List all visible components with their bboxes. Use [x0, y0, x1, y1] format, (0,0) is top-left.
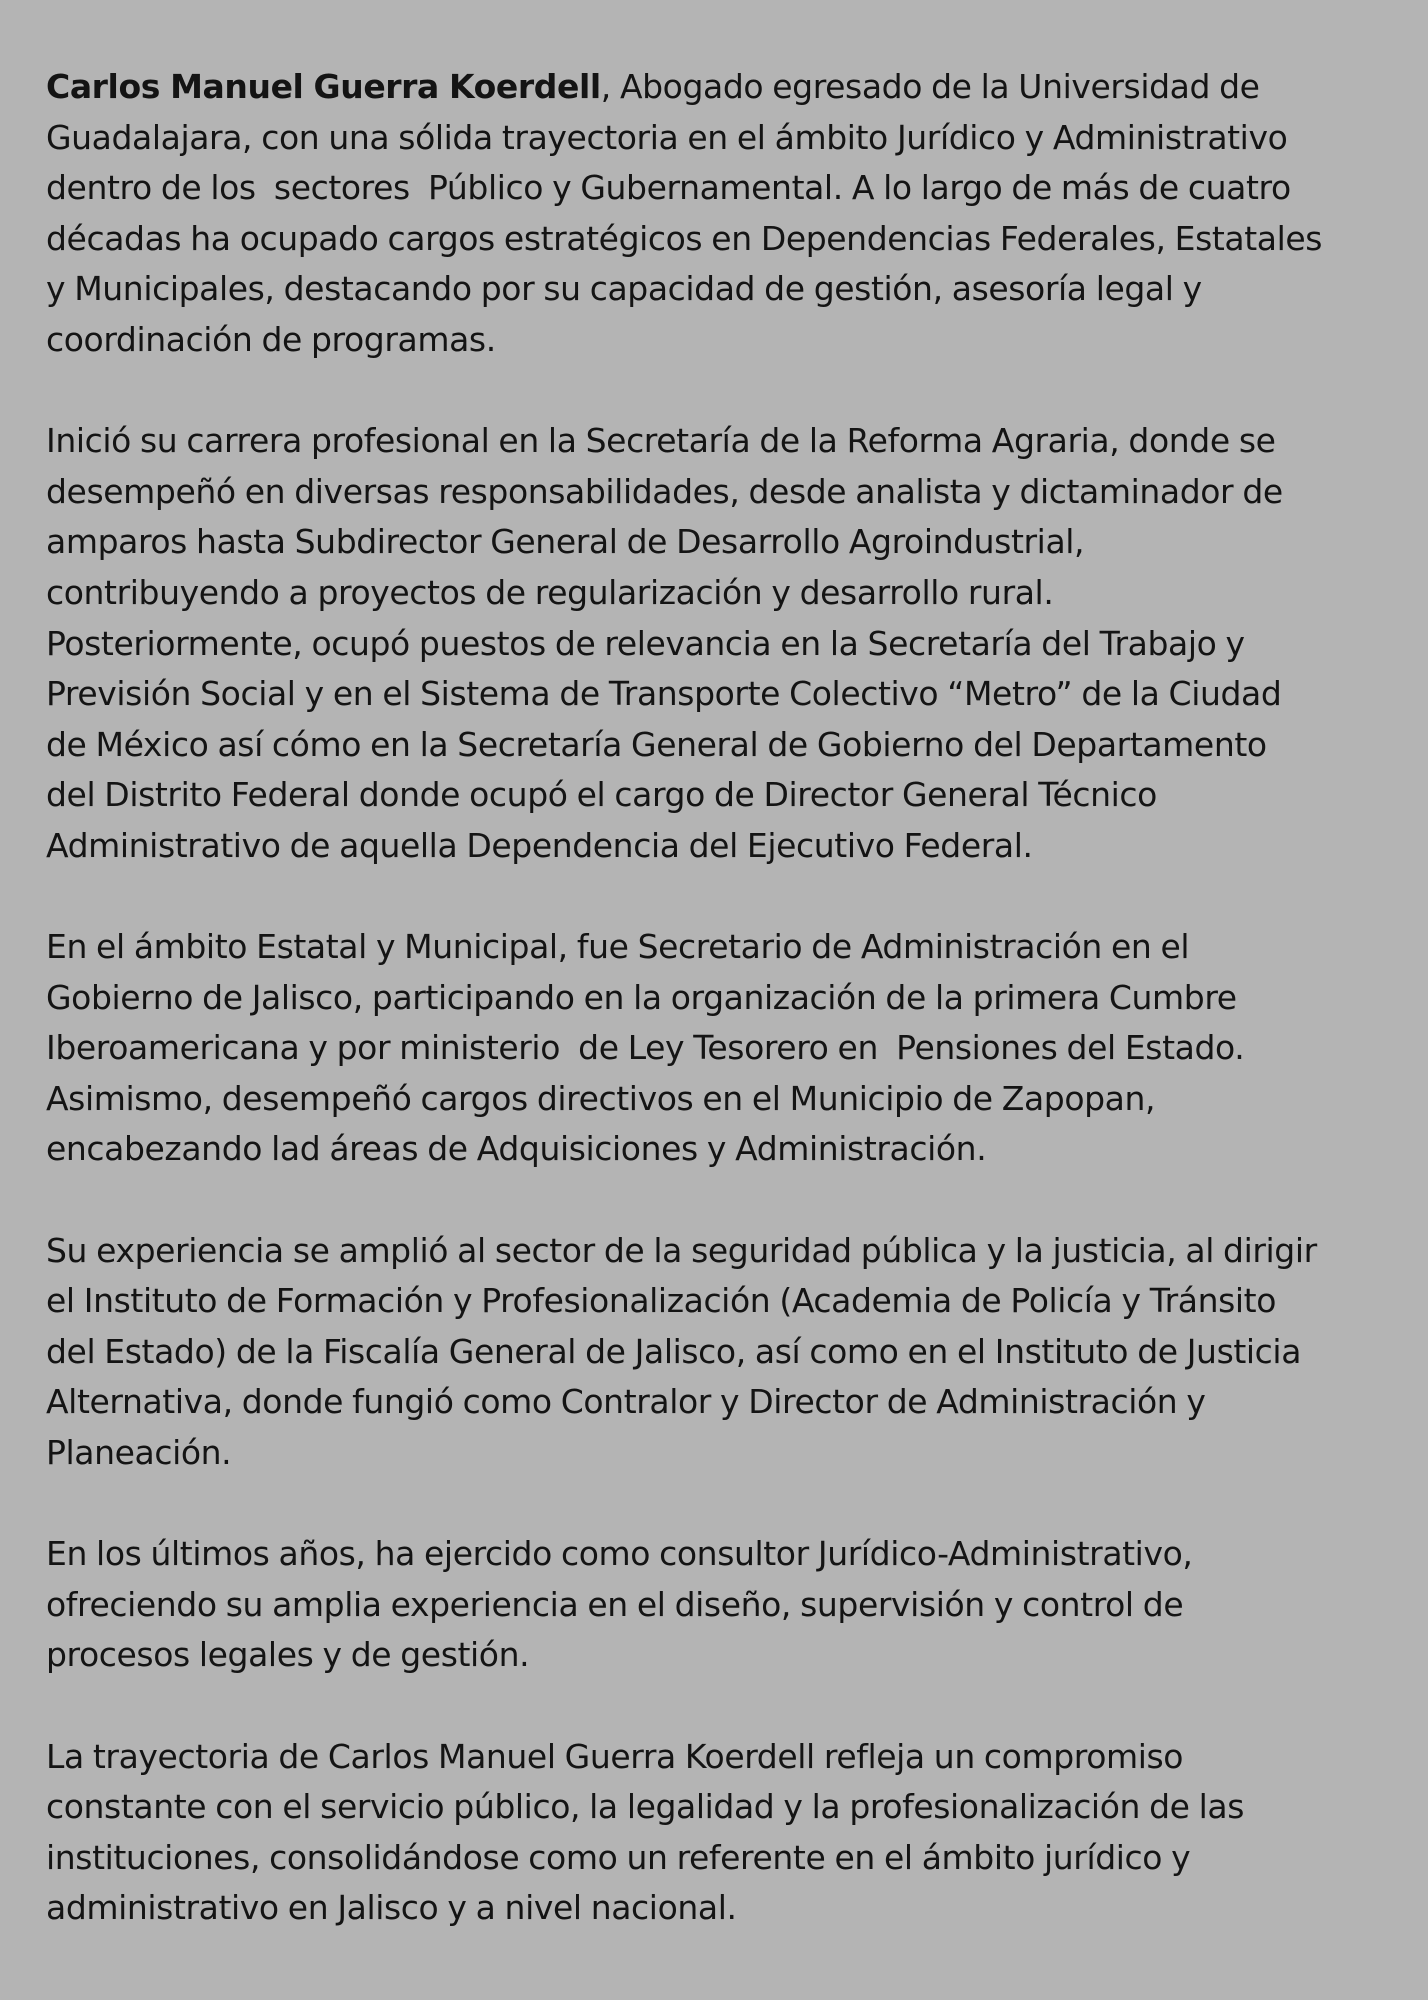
bio-line: décadas ha ocupado cargos estratégicos en Dependencias Federales, Estatales [46, 218, 1323, 258]
bio-paragraph-state-municipal [46, 922, 1398, 1175]
bio-line: Iberoamericana y por ministerio de Ley Tesorero en Pensiones del Estado. [46, 1028, 1245, 1068]
bio-line: En los últimos años, ha ejercido como consultor Jurídico-Administrativo, [46, 1534, 1193, 1574]
bio-line: desempeñó en diversas responsabilidades, desde analista y dictaminador de [46, 471, 1283, 511]
bio-paragraph-intro [46, 62, 1398, 366]
bio-line: y Municipales, destacando por su capacidad de gestión, asesoría legal y [46, 269, 1202, 309]
bio-line: ofreciendo su amplia experiencia en el diseño, supervisión y control de [46, 1584, 1184, 1624]
bio-line: instituciones, consolidándose como un referente en el ámbito jurídico y [46, 1837, 1191, 1877]
bio-paragraph-federal-career [46, 416, 1398, 871]
bio-line: Planeación. [46, 1433, 232, 1473]
bio-line: Administrativo de aquella Dependencia del Ejecutivo Federal. [46, 825, 1033, 865]
bio-line: de México así cómo en la Secretaría General de Gobierno del Departamento [46, 724, 1267, 764]
bio-line: encabezando lad áreas de Adquisiciones y Administración. [46, 1129, 987, 1169]
bio-line: La trayectoria de Carlos Manuel Guerra Koerdell refleja un compromiso [46, 1736, 1184, 1776]
bio-line: Inició su carrera profesional en la Secretaría de la Reforma Agraria, donde se [46, 421, 1276, 461]
bio-line: contribuyendo a proyectos de regularización y desarrollo rural. [46, 572, 1054, 612]
bio-line: Su experiencia se amplió al sector de la seguridad pública y la justicia, al dirigir [46, 1230, 1317, 1270]
bio-line: procesos legales y de gestión. [46, 1635, 530, 1675]
bio-line: Alternativa, donde fungió como Contralor y Director de Administración y [46, 1382, 1206, 1422]
bio-line: amparos hasta Subdirector General de Desarrollo Agroindustrial, [46, 522, 1085, 562]
bio-line: constante con el servicio público, la legalidad y la profesionalización de las [46, 1787, 1245, 1827]
bio-line: Previsión Social y en el Sistema de Transporte Colectivo “Metro” de la Ciudad [46, 674, 1282, 714]
bio-line: coordinación de programas. [46, 319, 496, 359]
person-name: Carlos Manuel Guerra Koerdell [46, 67, 601, 106]
bio-line: dentro de los sectores Público y Gubernamental. A lo largo de más de cuatro [46, 168, 1291, 208]
bio-paragraph-conclusion [46, 1732, 1398, 1934]
bio-line: Gobierno de Jalisco, participando en la organización de la primera Cumbre [46, 977, 1237, 1017]
bio-line: administrativo en Jalisco y a nivel nacional. [46, 1888, 737, 1928]
bio-line: del Estado) de la Fiscalía General de Jalisco, así como en el Instituto de Justicia [46, 1331, 1302, 1371]
bio-paragraph-consulting [46, 1529, 1398, 1681]
bio-line: el Instituto de Formación y Profesionalización (Academia de Policía y Tránsito [46, 1281, 1276, 1321]
bio-line: Carlos Manuel Guerra Koerdell, Abogado egresado de la Universidad de [46, 67, 1260, 106]
bio-paragraph-security-justice [46, 1226, 1398, 1479]
bio-line: Guadalajara, con una sólida trayectoria en el ámbito Jurídico y Administrativo [46, 117, 1288, 157]
bio-line: Posteriormente, ocupó puestos de relevancia en la Secretaría del Trabajo y [46, 623, 1245, 663]
bio-line: En el ámbito Estatal y Municipal, fue Secretario de Administración en el [46, 927, 1190, 967]
bio-line: del Distrito Federal donde ocupó el cargo de Director General Técnico [46, 775, 1157, 815]
bio-line: Asimismo, desempeñó cargos directivos en el Municipio de Zapopan, [46, 1078, 1156, 1118]
